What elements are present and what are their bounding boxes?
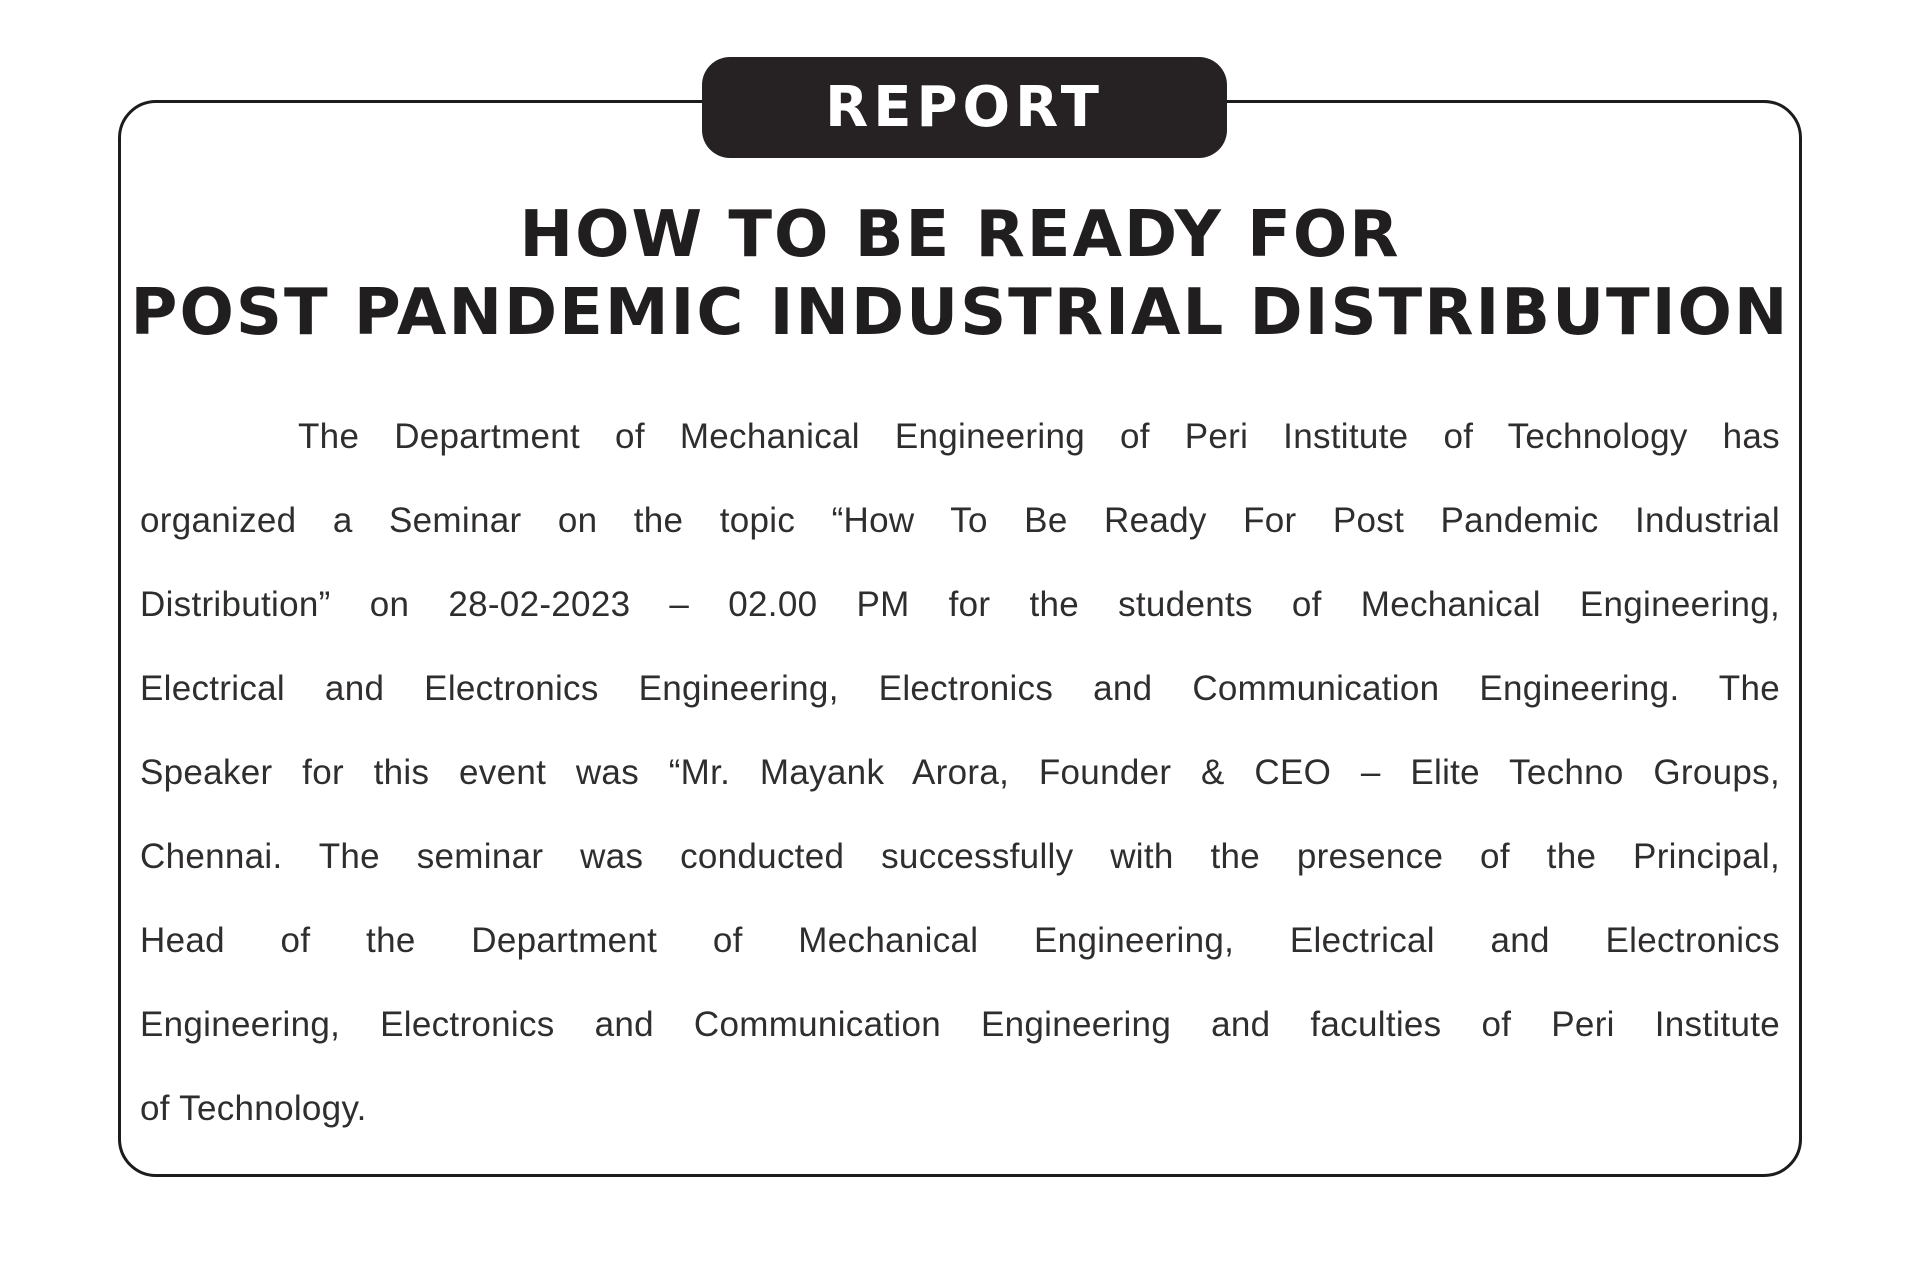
report-badge-label: REPORT [825, 75, 1104, 140]
report-line: of Technology. [140, 1089, 367, 1128]
report-title [118, 196, 1802, 352]
report-line: Distribution” on 28-02-2023 – 02.00 PM for the students of Mechanical Engineering, [140, 585, 1780, 624]
report-badge [702, 57, 1227, 158]
report-line: Head of the Department of Mechanical Engineering, Electrical and Electronics [140, 921, 1780, 960]
report-title-line-1: HOW TO BE READY FOR [519, 198, 1401, 272]
report-line: Electrical and Electronics Engineering, Electronics and Communication Engineering. The [140, 669, 1780, 708]
report-paragraph [140, 395, 1780, 1151]
report-line: Engineering, Electronics and Communication Engineering and faculties of Peri Institute [140, 1005, 1780, 1044]
report-line: Speaker for this event was “Mr. Mayank Arora, Founder & CEO – Elite Techno Groups, [140, 753, 1780, 792]
report-line: The Department of Mechanical Engineering of Peri Institute of Technology has [298, 417, 1780, 456]
report-line: Chennai. The seminar was conducted successfully with the presence of the Principal, [140, 837, 1780, 876]
report-line: organized a Seminar on the topic “How To Be Ready For Post Pandemic Industrial [140, 501, 1780, 540]
report-title-line-2: POST PANDEMIC INDUSTRIAL DISTRIBUTION [130, 276, 1790, 350]
